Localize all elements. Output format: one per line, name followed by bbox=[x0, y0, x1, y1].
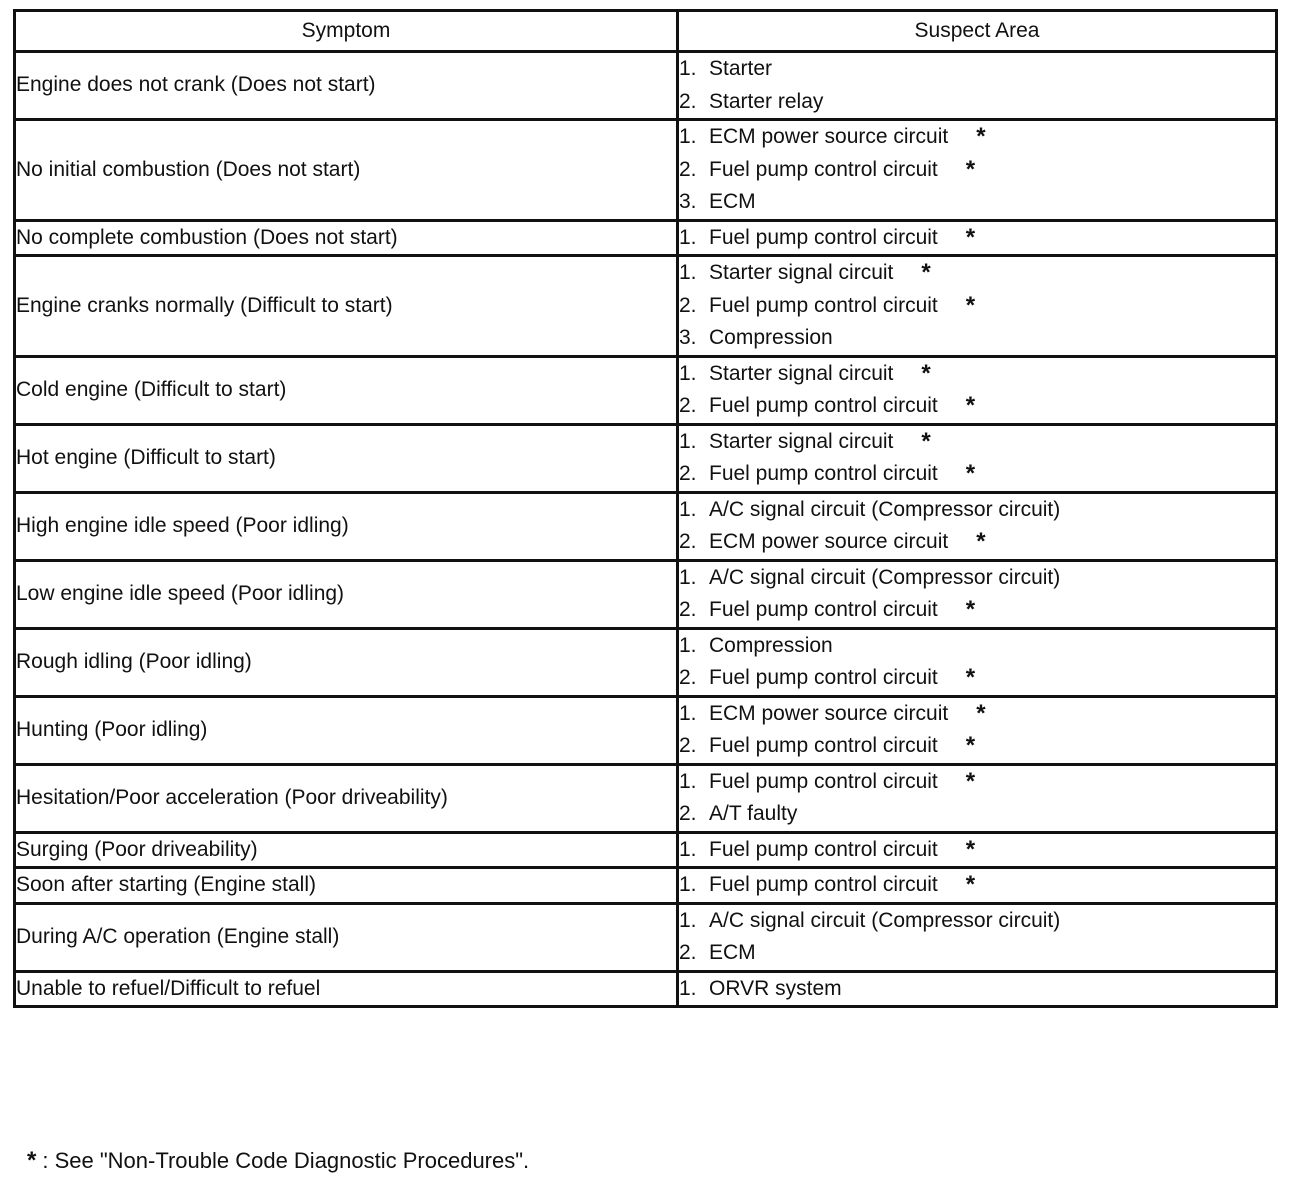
table-row bbox=[15, 52, 1277, 120]
suspect-area-cell bbox=[678, 356, 1277, 424]
symptom-cell: No initial combustion (Does not start) bbox=[15, 120, 678, 221]
suspect-area-number: 1. bbox=[679, 837, 697, 861]
asterisk-marker: * bbox=[921, 259, 931, 287]
table-row bbox=[15, 560, 1277, 628]
table-row bbox=[15, 120, 1277, 221]
table-row bbox=[15, 696, 1277, 764]
suspect-area-text: Fuel pump control circuit bbox=[709, 598, 938, 621]
suspect-area-item bbox=[679, 730, 1275, 763]
table-row bbox=[15, 628, 1277, 696]
suspect-area-text: A/C signal circuit (Compressor circuit) bbox=[709, 497, 1061, 521]
suspect-area-number: 2. bbox=[679, 530, 697, 553]
suspect-area-item bbox=[679, 86, 1275, 119]
asterisk-marker: * bbox=[965, 460, 976, 488]
suspect-area-item bbox=[679, 154, 1275, 187]
table-row bbox=[15, 832, 1277, 868]
suspect-area-number: 1. bbox=[679, 873, 697, 896]
suspect-area-text: Fuel pump control circuit bbox=[709, 462, 938, 485]
suspect-area-number: 3. bbox=[679, 190, 697, 213]
suspect-area-item bbox=[679, 358, 1275, 391]
suspect-area-item bbox=[679, 798, 1275, 831]
table-row bbox=[15, 424, 1277, 492]
suspect-area-text: Starter bbox=[709, 57, 773, 80]
suspect-area-text: Fuel pump control circuit bbox=[709, 734, 938, 757]
suspect-area-item bbox=[679, 905, 1275, 938]
suspect-area-text: Starter relay bbox=[709, 89, 824, 113]
suspect-area-number: 2. bbox=[679, 462, 697, 485]
suspect-area-cell bbox=[678, 764, 1277, 832]
suspect-area-cell bbox=[678, 971, 1277, 1007]
suspect-area-number: 1. bbox=[679, 57, 697, 80]
symptom-cell: No complete combustion (Does not start) bbox=[15, 220, 678, 256]
table-row bbox=[15, 256, 1277, 357]
suspect-area-cell bbox=[678, 424, 1277, 492]
suspect-area-text: Fuel pump control circuit bbox=[709, 873, 938, 896]
suspect-area-text: A/C signal circuit (Compressor circuit) bbox=[709, 565, 1061, 589]
suspect-area-item bbox=[679, 458, 1275, 491]
suspect-area-text: Fuel pump control circuit bbox=[709, 293, 938, 317]
symptom-table bbox=[13, 9, 1278, 1008]
asterisk-marker: * bbox=[976, 699, 986, 727]
asterisk-marker: * bbox=[921, 359, 931, 387]
symptom-cell: Unable to refuel/Difficult to refuel bbox=[15, 971, 678, 1007]
suspect-area-text: Fuel pump control circuit bbox=[709, 157, 938, 181]
suspect-area-text: Starter signal circuit bbox=[709, 261, 894, 284]
suspect-area-item bbox=[679, 186, 1275, 219]
suspect-area-text: Starter signal circuit bbox=[709, 361, 894, 385]
suspect-area-text: Fuel pump control circuit bbox=[709, 225, 938, 249]
suspect-area-number: 2. bbox=[679, 734, 697, 757]
suspect-area-cell bbox=[678, 696, 1277, 764]
suspect-area-number: 1. bbox=[679, 225, 697, 249]
symptom-cell: Hot engine (Difficult to start) bbox=[15, 424, 678, 492]
suspect-area-cell bbox=[678, 52, 1277, 120]
suspect-area-text: Compression bbox=[709, 633, 833, 657]
suspect-area-text: Starter signal circuit bbox=[709, 429, 894, 453]
suspect-area-number: 1. bbox=[679, 769, 697, 793]
suspect-area-text: ORVR system bbox=[709, 976, 842, 1000]
table-row bbox=[15, 764, 1277, 832]
suspect-area-text: ECM power source circuit bbox=[709, 530, 949, 553]
suspect-area-cell bbox=[678, 628, 1277, 696]
suspect-area-text: A/C signal circuit (Compressor circuit) bbox=[709, 908, 1061, 932]
symptom-cell: Rough idling (Poor idling) bbox=[15, 628, 678, 696]
suspect-area-text: Fuel pump control circuit bbox=[709, 837, 938, 861]
suspect-area-cell bbox=[678, 492, 1277, 560]
symptom-cell: High engine idle speed (Poor idling) bbox=[15, 492, 678, 560]
suspect-area-number: 1. bbox=[679, 497, 697, 521]
asterisk-marker: * bbox=[965, 664, 976, 692]
suspect-area-text: Fuel pump control circuit bbox=[709, 769, 938, 793]
table-body bbox=[15, 52, 1277, 1007]
suspect-area-number: 1. bbox=[679, 565, 697, 589]
asterisk-marker: * bbox=[965, 392, 976, 420]
symptom-cell: Cold engine (Difficult to start) bbox=[15, 356, 678, 424]
suspect-area-number: 1. bbox=[679, 633, 697, 657]
suspect-area-cell bbox=[678, 220, 1277, 256]
asterisk-marker: * bbox=[965, 223, 976, 251]
suspect-area-number: 2. bbox=[679, 598, 697, 621]
suspect-area-number: 1. bbox=[679, 976, 697, 1000]
symptom-cell: Soon after starting (Engine stall) bbox=[15, 868, 678, 904]
suspect-area-number: 3. bbox=[679, 326, 697, 349]
symptom-cell: Engine cranks normally (Difficult to start) bbox=[15, 256, 678, 357]
suspect-area-number: 1. bbox=[679, 261, 697, 284]
suspect-area-item bbox=[679, 426, 1275, 459]
suspect-area-item bbox=[679, 53, 1275, 86]
footnote-text: : See "Non-Trouble Code Diagnostic Procedures". bbox=[42, 1148, 530, 1173]
symptom-cell: During A/C operation (Engine stall) bbox=[15, 903, 678, 971]
suspect-area-number: 2. bbox=[679, 941, 697, 964]
asterisk-marker: * bbox=[965, 732, 976, 760]
suspect-area-text: ECM power source circuit bbox=[709, 701, 949, 725]
suspect-area-number: 2. bbox=[679, 293, 697, 317]
suspect-area-item bbox=[679, 834, 1275, 867]
table-row bbox=[15, 868, 1277, 904]
table-row bbox=[15, 356, 1277, 424]
symptom-cell: Hunting (Poor idling) bbox=[15, 696, 678, 764]
suspect-area-cell bbox=[678, 120, 1277, 221]
suspect-area-text: ECM power source circuit bbox=[709, 125, 949, 148]
suspect-area-item bbox=[679, 973, 1275, 1006]
suspect-area-number: 2. bbox=[679, 157, 697, 181]
suspect-area-number: 1. bbox=[679, 361, 697, 385]
symptom-table-container bbox=[13, 9, 1275, 1008]
asterisk-marker: * bbox=[965, 155, 976, 183]
suspect-area-number: 1. bbox=[679, 908, 697, 932]
asterisk-marker: * bbox=[965, 596, 976, 624]
suspect-area-item bbox=[679, 290, 1275, 323]
suspect-area-item bbox=[679, 630, 1275, 663]
table-row bbox=[15, 971, 1277, 1007]
header-symptom: Symptom bbox=[15, 11, 678, 52]
symptom-cell: Surging (Poor driveability) bbox=[15, 832, 678, 868]
suspect-area-cell bbox=[678, 903, 1277, 971]
suspect-area-item bbox=[679, 222, 1275, 255]
suspect-area-text: Fuel pump control circuit bbox=[709, 666, 938, 689]
table-row bbox=[15, 492, 1277, 560]
footnote bbox=[27, 1146, 529, 1176]
symptom-cell: Engine does not crank (Does not start) bbox=[15, 52, 678, 120]
suspect-area-cell bbox=[678, 832, 1277, 868]
suspect-area-item bbox=[679, 766, 1275, 799]
suspect-area-item bbox=[679, 662, 1275, 695]
suspect-area-text: A/T faulty bbox=[709, 802, 798, 825]
suspect-area-cell bbox=[678, 256, 1277, 357]
suspect-area-item bbox=[679, 562, 1275, 595]
suspect-area-number: 2. bbox=[679, 802, 697, 825]
suspect-area-item bbox=[679, 698, 1275, 731]
suspect-area-number: 1. bbox=[679, 125, 697, 148]
asterisk-marker: * bbox=[921, 427, 931, 455]
suspect-area-item bbox=[679, 937, 1275, 970]
table-row bbox=[15, 903, 1277, 971]
suspect-area-cell bbox=[678, 560, 1277, 628]
suspect-area-item bbox=[679, 390, 1275, 423]
symptom-cell: Low engine idle speed (Poor idling) bbox=[15, 560, 678, 628]
asterisk-marker: * bbox=[965, 291, 976, 319]
suspect-area-text: ECM bbox=[709, 941, 756, 964]
suspect-area-number: 1. bbox=[679, 429, 697, 453]
suspect-area-item bbox=[679, 121, 1275, 154]
suspect-area-number: 2. bbox=[679, 666, 697, 689]
suspect-area-cell bbox=[678, 868, 1277, 904]
table-row bbox=[15, 220, 1277, 256]
suspect-area-item bbox=[679, 257, 1275, 290]
suspect-area-text: ECM bbox=[709, 190, 756, 213]
suspect-area-item bbox=[679, 594, 1275, 627]
suspect-area-item bbox=[679, 869, 1275, 902]
table-header-row bbox=[15, 11, 1277, 52]
asterisk-marker: * bbox=[965, 767, 976, 795]
header-suspect-area: Suspect Area bbox=[678, 11, 1277, 52]
suspect-area-number: 1. bbox=[679, 701, 697, 725]
suspect-area-item bbox=[679, 494, 1275, 527]
asterisk-marker: * bbox=[976, 528, 986, 556]
suspect-area-number: 2. bbox=[679, 89, 697, 113]
suspect-area-text: Compression bbox=[709, 326, 833, 349]
footnote-asterisk: * bbox=[27, 1147, 37, 1174]
asterisk-marker: * bbox=[965, 835, 976, 863]
suspect-area-item bbox=[679, 322, 1275, 355]
symptom-cell: Hesitation/Poor acceleration (Poor driveability) bbox=[15, 764, 678, 832]
suspect-area-item bbox=[679, 526, 1275, 559]
suspect-area-number: 2. bbox=[679, 394, 697, 417]
asterisk-marker: * bbox=[976, 123, 986, 151]
asterisk-marker: * bbox=[965, 871, 976, 899]
suspect-area-text: Fuel pump control circuit bbox=[709, 394, 938, 417]
